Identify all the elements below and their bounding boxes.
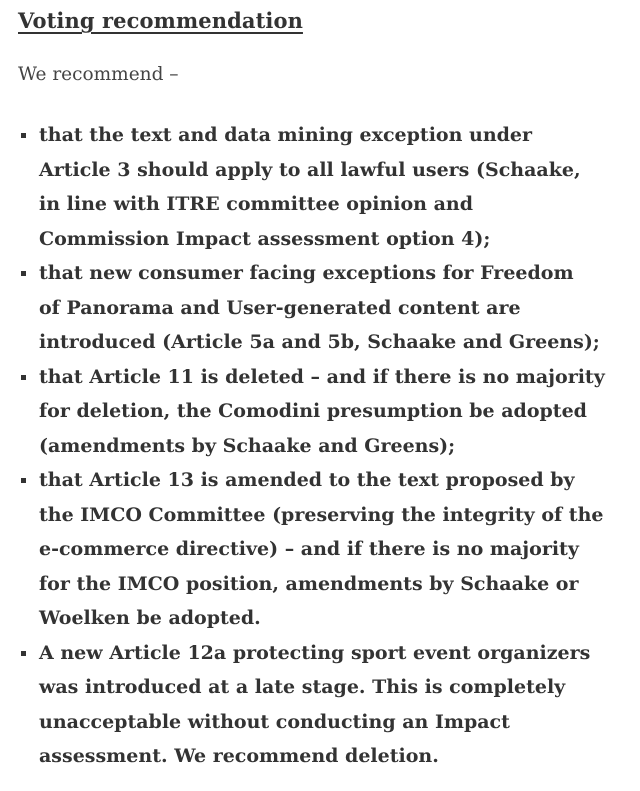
bullet-icon xyxy=(21,651,26,656)
list-item xyxy=(0,360,640,464)
list-item-text: that Article 13 is amended to the text proposed by the IMCO Committee (preserving the integrity of the e-commerce directive) – and if there is no majority for the IMCO position, amendments by Schaake or Woelken be adopted. xyxy=(39,469,604,629)
intro-text: We recommend – xyxy=(18,64,179,85)
list-item-text: that new consumer facing exceptions for Freedom of Panorama and User-generated content are introduced (Article 5a and 5b, Schaake and Greens); xyxy=(39,262,600,353)
list-item xyxy=(0,463,640,636)
list-item xyxy=(0,256,640,360)
bullet-icon xyxy=(21,271,26,276)
list-item xyxy=(0,118,640,256)
list-item-text: that Article 11 is deleted – and if there is no majority for deletion, the Comodini presumption be adopted (amendments by Schaake and Greens); xyxy=(39,365,605,457)
bullet-icon xyxy=(21,478,26,483)
bullet-icon xyxy=(21,133,26,138)
recommendation-list xyxy=(0,118,640,774)
list-item-text: A new Article 12a protecting sport event organizers was introduced at a late stage. This is completely unacceptable without conducting an Impact assessment. We recommend deletion. xyxy=(39,641,591,767)
bullet-icon xyxy=(21,375,26,380)
list-item-text: that the text and data mining exception under Article 3 should apply to all lawful users (Schaake, in line with ITRE committee opinion and Commission Impact assessment option 4); xyxy=(39,124,581,250)
page-title: Voting recommendation xyxy=(18,8,303,33)
list-item xyxy=(0,636,640,774)
